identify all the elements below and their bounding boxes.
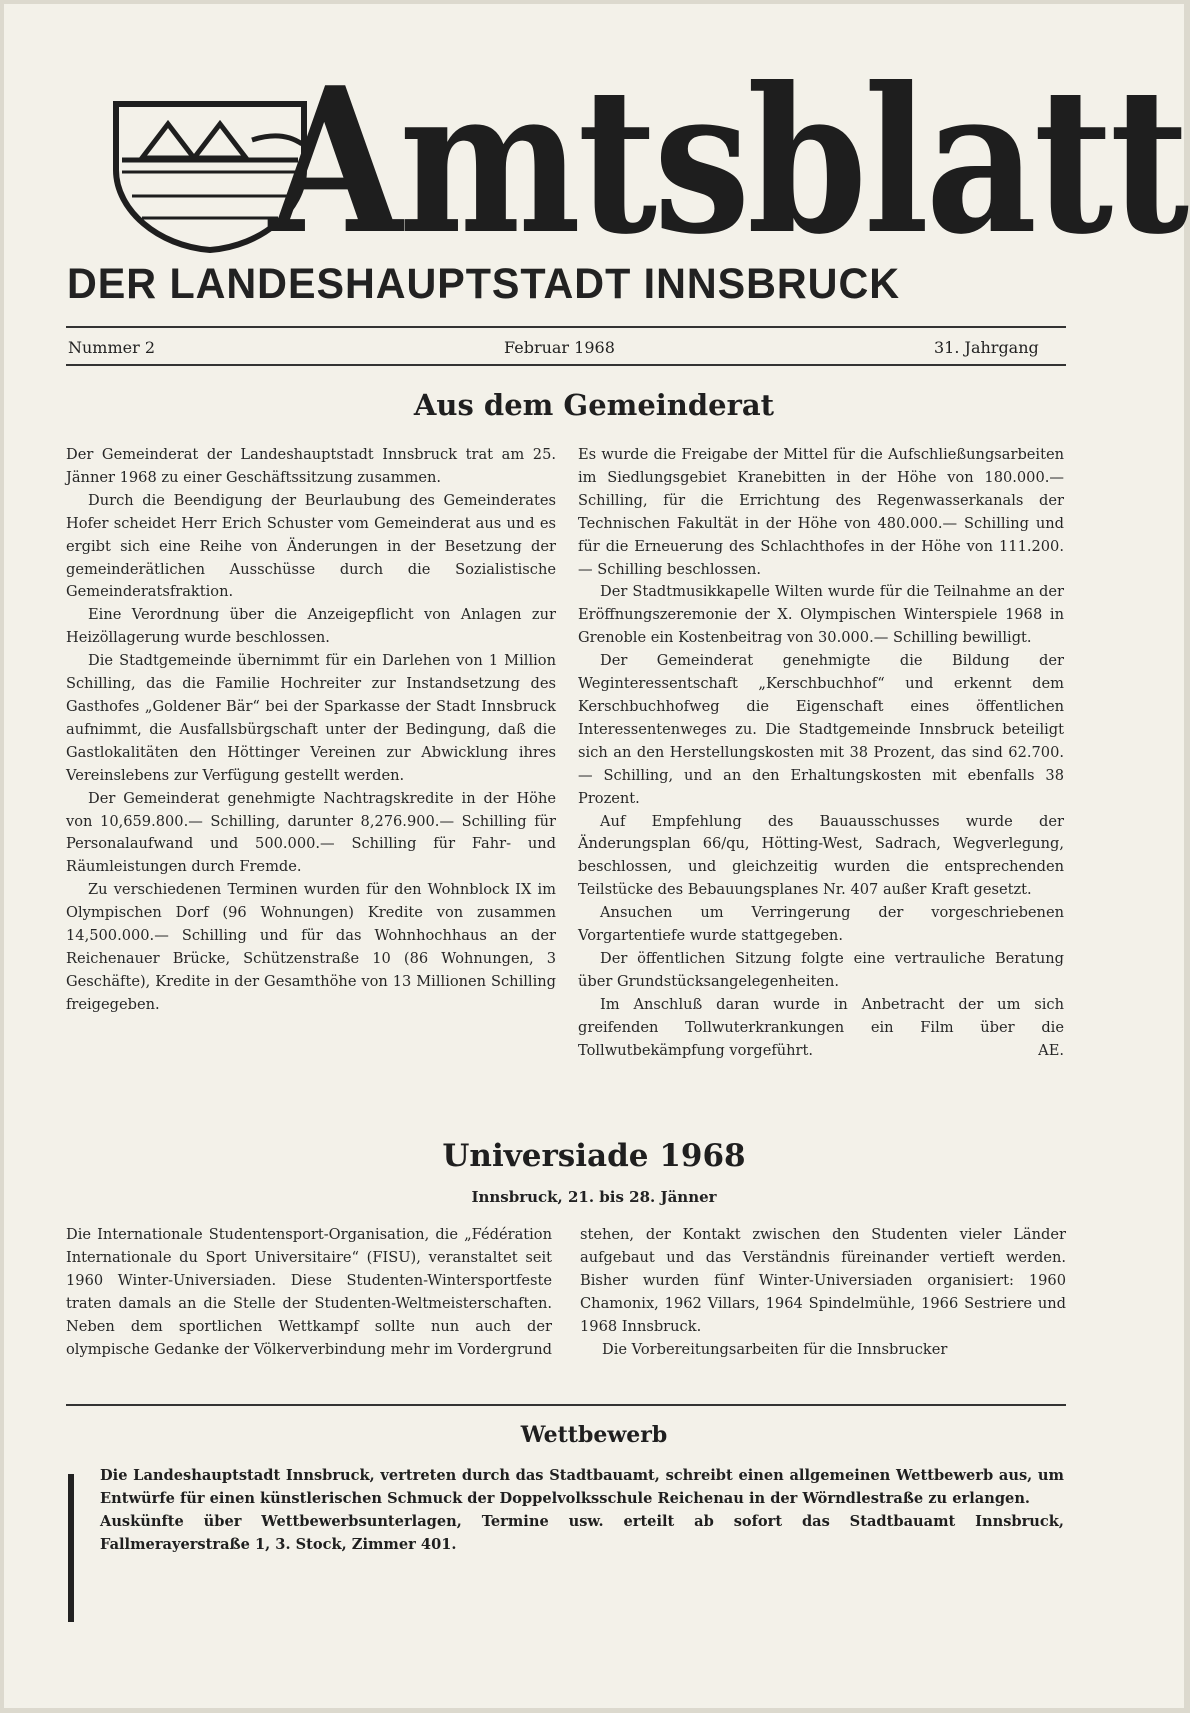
masthead-subtitle: DER LANDESHAUPTSTADT INNSBRUCK	[67, 260, 900, 308]
article1-paragraph: Der Gemeinderat genehmigte die Bildung der Weginteressentschaft „Kerschbuchhof“ und erkennt dem Kerschbuchhofweg die Eigenschaft eines öffentlichen Interessentenweges zu. Die Stadtgemeinde Innsbruck beteiligt sich an den Herstellungskosten mit 38 Prozent, das sind 62.700.— Schilling, und an den Erhaltungskosten mit ebenfalls 38 Prozent.	[578, 652, 1064, 807]
article3-paragraph: Auskünfte über Wettbewerbsunterlagen, Termine usw. erteilt ab sofort das Stadtbauamt Innsbruck, Fallmerayerstraße 1, 3. Stock, Zimmer 401.	[100, 1513, 1064, 1553]
article1-heading: Aus dem Gemeinderat	[413, 388, 775, 422]
article1-paragraph: Der Gemeinderat der Landeshauptstadt Innsbruck trat am 25. Jänner 1968 zu einer Geschäftssitzung zusammen.	[66, 446, 556, 486]
notice-bar	[68, 1474, 74, 1622]
article2-columns	[66, 1224, 1066, 1384]
article3-heading: Wettbewerb	[520, 1422, 668, 1448]
issue-number: Nummer 2	[68, 338, 156, 357]
article2-paragraph: Die Vorbereitungsarbeiten für die Innsbrucker	[602, 1340, 948, 1358]
article1-signature: AE.	[1038, 1041, 1064, 1059]
article1-paragraph: Eine Verordnung über die Anzeigepflicht von Anlagen zur Heizöllagerung wurde beschlossen.	[66, 606, 556, 647]
article3-rule	[66, 1404, 1066, 1406]
article1-right-column	[578, 444, 1064, 1062]
article3-paragraph: Die Landeshauptstadt Innsbruck, vertreten durch das Stadtbauamt, schreibt einen allgemeinen Wettbewerb aus, um Entwürfe für einen künstlerischen Schmuck der Doppelvolksschule Reichenau in der Wörndlestraße zu erlangen.	[100, 1467, 1064, 1507]
article2-paragraph: Die Internationale Studentensport-Organisation, die „Fédération Internationale du Sport Universitaire“ (FISU), veranstaltet seit 1960 Winter-Universiaden. Diese Studenten-Wintersportfeste traten damals an die Stelle der Studenten-Weltmeisterschaften. Neben dem sportlichen Wettkampf sollte nun auch der olympische Gedanke der Völkerverbindung mehr im Vordergrund stehen, der Kontakt zwischen den Studenten vieler Länder aufgebaut und das Verständnis füreinander vertieft werden. Bisher wurden fünf Winter-Universiaden organisiert: 1960 Chamonix, 1962 Villars, 1964 Spindelmühle, 1966 Sestriere und 1968 Innsbruck.	[66, 1226, 1066, 1358]
article1-paragraph: Auf Empfehlung des Bauausschusses wurde der Änderungsplan 66/qu, Hötting-West, Sadrach, Wegverlegung, beschlossen, und gleichzeitig wurden die entsprechenden Teilstücke des Bebauungsplanes Nr. 407 außer Kraft gesetzt.	[578, 812, 1064, 899]
newspaper-page	[4, 4, 1184, 1708]
masthead-title: Amtsblatt	[269, 44, 1186, 279]
article2-heading: Universiade 1968	[442, 1138, 746, 1174]
article1-last-paragraph: Im Anschluß daran wurde in Anbetracht der um sich greifenden Tollwuterkrankungen ein Film über die Tollwutbekämpfung vorgeführt.	[578, 995, 1064, 1059]
meta-rule	[66, 364, 1066, 366]
article1-paragraph: Durch die Beendigung der Beurlaubung des Gemeinderates Hofer scheidet Herr Erich Schuster vom Gemeinderat aus und es ergibt sich eine Reihe von Änderungen in der Besetzung der gemeinderätlichen Ausschüsse durch die Sozialistische Gemeinderatsfraktion.	[66, 491, 556, 601]
article1-paragraph: Die Stadtgemeinde übernimmt für ein Darlehen von 1 Million Schilling, das die Familie Hochreiter zur Instandsetzung des Gasthofes „Goldener Bär“ bei der Sparkasse der Stadt Innsbruck aufnimmt, die Ausfallsbürgschaft unter der Bedingung, daß die Gastlokalitäten den Höttinger Vereinen zur Abwicklung ihres Vereinslebens zur Verfügung gestellt werden.	[66, 652, 556, 784]
article1-paragraph: Der Gemeinderat genehmigte Nachtragskredite in der Höhe von 10,659.800.— Schilling, darunter 8,276.900.— Schilling für Personalaufwand und 500.000.— Schilling für Fahr- und Räumleistungen durch Fremde.	[66, 789, 556, 876]
article2-subheading: Innsbruck, 21. bis 28. Jänner	[471, 1188, 717, 1206]
article1-paragraph: Zu verschiedenen Terminen wurden für den Wohnblock IX im Olympischen Dorf (96 Wohnungen) Kredite von zusammen 14,500.000.— Schilling und für das Wohnhochhaus an der Reichenauer Brücke, Schützenstraße 10 (86 Wohnungen, 3 Geschäfte), Kredite in der Gesamthöhe von 13 Millionen Schilling freigegeben.	[66, 881, 556, 1013]
top-rule	[66, 326, 1066, 328]
issue-date: Februar 1968	[504, 338, 615, 357]
article3-notice	[100, 1464, 1064, 1556]
article1-paragraph: Es wurde die Freigabe der Mittel für die Aufschließungsarbeiten im Siedlungsgebiet Kranebitten in der Höhe von 180.000.— Schilling, für die Errichtung des Regenwasserkanals der Technischen Fakultät in der Höhe von 480.000.— Schilling und für die Erneuerung des Schlachthofes in der Höhe von 111.200.— Schilling beschlossen.	[578, 446, 1064, 578]
issue-volume: 31. Jahrgang	[934, 338, 1039, 357]
article1-paragraph: Ansuchen um Verringerung der vorgeschriebenen Vorgartentiefe wurde stattgegeben.	[578, 904, 1064, 945]
article1-paragraph	[578, 994, 1064, 1063]
article1-paragraph: Der Stadtmusikkapelle Wilten wurde für die Teilnahme an der Eröffnungszeremonie der X. Olympischen Winterspiele 1968 in Grenoble ein Kostenbeitrag von 30.000.— Schilling bewilligt.	[578, 583, 1064, 647]
article1-left-column	[66, 444, 556, 1017]
article1-paragraph: Der öffentlichen Sitzung folgte eine vertrauliche Beratung über Grundstücksangelegenheiten.	[578, 949, 1064, 990]
